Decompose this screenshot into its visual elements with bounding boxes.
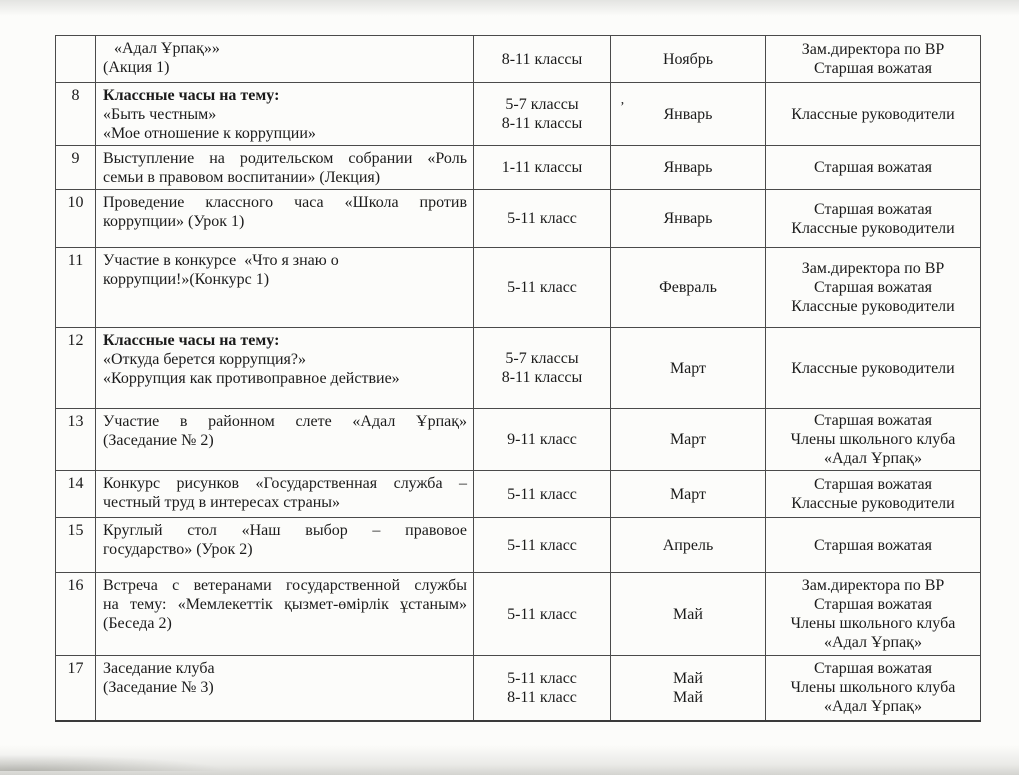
activity-line: коррупции!»(Конкурс 1) (103, 271, 270, 288)
classes-line: 8-11 класс (507, 688, 577, 706)
row-number-cell: 9 (56, 146, 96, 190)
month-cell (611, 146, 766, 190)
schedule-table (55, 35, 981, 722)
table-row (56, 409, 981, 471)
responsible-cell (766, 328, 981, 409)
classes-line: 8-11 классы (501, 115, 583, 132)
table-row (56, 146, 981, 190)
activity-cell (96, 248, 474, 328)
month-line: Май (673, 605, 703, 623)
responsible-line: Старшая вожатая (814, 200, 932, 218)
month-line: Март (669, 431, 707, 448)
activity-cell (96, 328, 474, 409)
activity-cell (96, 190, 474, 248)
month-line: Ноябрь (662, 50, 714, 68)
row-number-cell: 13 (56, 409, 96, 471)
classes-cell (474, 518, 611, 573)
row-number-cell: 17 (56, 656, 96, 721)
activity-line: «Откуда берется коррупция?» (103, 351, 307, 368)
responsible-line: Классные руководители (791, 495, 955, 512)
classes-line: 5-11 класс (507, 536, 577, 554)
activity-cell (96, 573, 474, 656)
row-number-cell: 14 (56, 471, 96, 518)
activity-line: Участие в конкурсе «Что я знаю о (103, 252, 339, 269)
month-cell (611, 656, 766, 721)
responsible-cell (766, 146, 981, 190)
responsible-cell (766, 518, 981, 573)
activity-line: Проведение классного часа «Школа против (103, 194, 467, 211)
activity-cell (96, 146, 474, 190)
activity-line: на тему: «Мемлекеттік қызмет-өмірлік ұстаным» (103, 596, 467, 613)
responsible-cell (766, 83, 981, 146)
table-row (56, 471, 981, 518)
row-number-cell: 8 (56, 83, 96, 146)
month-cell (611, 518, 766, 573)
month-line: Апрель (662, 536, 714, 554)
classes-cell (474, 248, 611, 328)
month-line: Март (669, 359, 707, 377)
scan-shadow-bottom (0, 745, 1019, 775)
responsible-line: Зам.директора по ВР (801, 577, 945, 594)
month-cell (611, 409, 766, 471)
activity-line: (Акция 1) (103, 59, 170, 76)
classes-line: 5-7 классы (505, 96, 579, 113)
classes-cell (474, 573, 611, 656)
responsible-line: Старшая вожатая (814, 660, 932, 678)
activity-line: (Беседа 2) (103, 615, 172, 632)
responsible-line: Классные руководители (791, 105, 955, 123)
table-row (56, 83, 981, 146)
month-cell (611, 83, 766, 146)
row-number-cell: 16 (56, 573, 96, 656)
month-line: Январь (663, 105, 713, 123)
responsible-cell (766, 409, 981, 471)
activity-line: «Адал Ұрпақ»» (114, 40, 220, 57)
responsible-line: Классные руководители (791, 359, 955, 377)
responsible-line: Старшая вожатая (814, 159, 932, 176)
responsible-line: Старшая вожатая (814, 60, 932, 77)
responsible-line: Классные руководители (791, 219, 955, 237)
activity-line: «Быть честным» (103, 106, 217, 123)
table-row (56, 190, 981, 248)
month-line: Май (673, 688, 703, 706)
month-line: Январь (663, 159, 713, 176)
responsible-line: «Адал Ұрпақ» (824, 450, 922, 467)
table-row (56, 573, 981, 656)
responsible-cell (766, 573, 981, 656)
classes-line: 8-11 классы (501, 369, 583, 386)
activity-line: Заседание клуба (103, 660, 215, 677)
activity-cell (96, 518, 474, 573)
row-number-cell: 15 (56, 518, 96, 573)
row-number-cell: 11 (56, 248, 96, 328)
month-cell (611, 573, 766, 656)
activity-line: коррупции» (Урок 1) (103, 213, 245, 230)
responsible-line: Зам.директора по ВР (801, 260, 945, 277)
activity-line: Конкурс рисунков «Государственная служба – (103, 475, 467, 492)
activity-line: Круглый стол «Наш выбор – правовое (103, 522, 467, 539)
responsible-cell (766, 656, 981, 721)
month-cell (611, 248, 766, 328)
responsible-line: Члены школьного клуба (790, 431, 956, 448)
schedule-table-body (56, 36, 981, 721)
responsible-line: Старшая вожатая (814, 476, 932, 493)
activity-line: Участие в районном слете «Адал Ұрпақ» (103, 413, 467, 430)
classes-cell (474, 471, 611, 518)
activity-line: (Заседание № 3) (103, 679, 214, 696)
classes-line: 5-7 классы (505, 350, 579, 367)
activity-cell (96, 83, 474, 146)
classes-cell (474, 83, 611, 146)
table-row (56, 656, 981, 721)
month-cell (611, 190, 766, 248)
month-line: Январь (663, 210, 713, 227)
activity-line: «Мое отношение к коррупции» (103, 125, 316, 142)
activity-line: Классные часы на тему: (103, 87, 280, 104)
classes-line: 5-11 класс (507, 485, 577, 503)
responsible-cell (766, 248, 981, 328)
classes-line: 5-11 класс (507, 210, 577, 227)
activity-cell (96, 471, 474, 518)
scan-artifact-mark: ’ (620, 99, 625, 115)
classes-line: 9-11 класс (507, 431, 577, 448)
classes-line: 5-11 класс (507, 279, 577, 296)
activity-line: Встреча с ветеранами государственной службы (103, 577, 467, 594)
responsible-cell (766, 36, 981, 83)
classes-cell (474, 190, 611, 248)
classes-cell (474, 328, 611, 409)
responsible-line: «Адал Ұрпақ» (824, 698, 922, 716)
table-row (56, 36, 981, 83)
responsible-line: Старшая вожатая (814, 536, 932, 554)
classes-cell (474, 656, 611, 721)
month-line: Март (669, 485, 707, 503)
row-number-cell (56, 36, 96, 83)
classes-line: 5-11 класс (507, 605, 577, 623)
classes-line: 5-11 класс (507, 669, 577, 687)
month-cell (611, 328, 766, 409)
activity-line: честный труд в интересах страны» (103, 494, 340, 511)
month-line: Февраль (659, 279, 717, 296)
responsible-line: Члены школьного клуба (790, 679, 956, 697)
month-cell (611, 471, 766, 518)
table-row (56, 248, 981, 328)
responsible-line: Старшая вожатая (814, 279, 932, 296)
classes-line: 8-11 классы (501, 50, 583, 68)
row-number-cell: 12 (56, 328, 96, 409)
row-number-cell: 10 (56, 190, 96, 248)
responsible-line: «Адал Ұрпақ» (824, 634, 922, 651)
month-cell (611, 36, 766, 83)
activity-line: (Заседание № 2) (103, 432, 214, 449)
classes-cell (474, 409, 611, 471)
responsible-line: Старшая вожатая (814, 596, 932, 613)
activity-cell (96, 409, 474, 471)
table-row (56, 328, 981, 409)
month-line: Май (673, 669, 703, 687)
classes-cell (474, 36, 611, 83)
activity-line: Выступление на родительском собрании «Роль (103, 150, 467, 167)
activity-cell (96, 36, 474, 83)
responsible-cell (766, 471, 981, 518)
responsible-line: Старшая вожатая (814, 412, 932, 429)
responsible-cell (766, 190, 981, 248)
responsible-line: Члены школьного клуба (790, 615, 956, 632)
activity-line: семьи в правовом воспитании» (Лекция) (103, 169, 381, 186)
scan-edge-top (0, 0, 1019, 16)
responsible-line: Классные руководители (791, 298, 955, 315)
table-row (56, 518, 981, 573)
activity-line: Классные часы на тему: (103, 332, 280, 349)
classes-cell (474, 146, 611, 190)
activity-line: «Коррупция как противоправное действие» (103, 370, 400, 387)
responsible-line: Зам.директора по ВР (801, 41, 945, 58)
activity-cell (96, 656, 474, 721)
classes-line: 1-11 классы (501, 159, 583, 176)
activity-line: государство» (Урок 2) (103, 541, 253, 558)
